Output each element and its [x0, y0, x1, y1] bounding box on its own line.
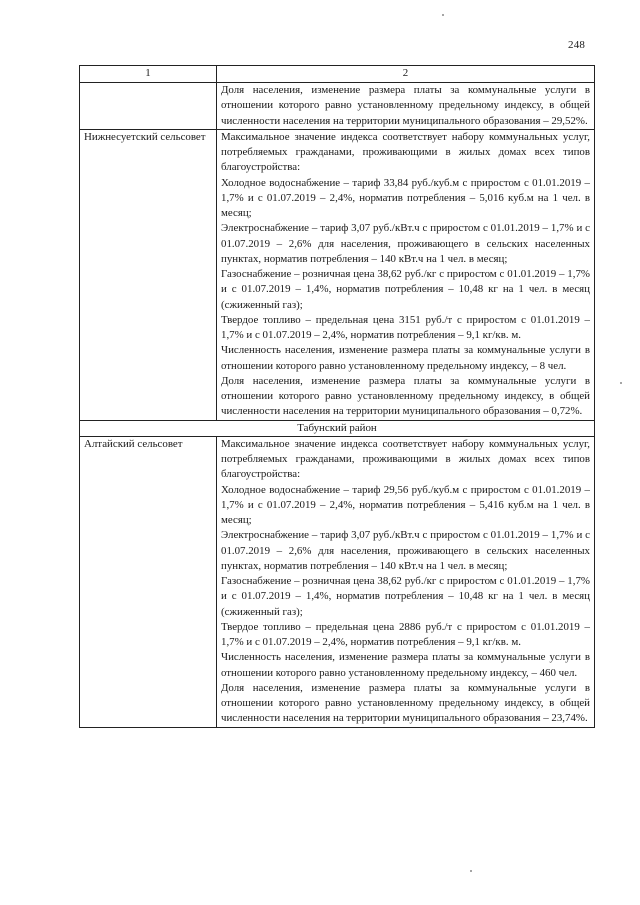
population-count-paragraph: Численность населения, изменение размера платы за коммунальные услуги в отношении которого равно установленному предельному индексу, – 8 чел. [221, 344, 590, 372]
municipality-name: Нижнесуетский сельсовет [84, 130, 206, 143]
share-paragraph: Доля населения, изменение размера платы за коммунальные услуги в отношении которого равно установленному предельному индексу, в общей численности населения на территории муниципального образования – 23,74%. [221, 681, 590, 725]
index-paragraph: Максимальное значение индекса соответствует набору коммунальных услуг, потребляемых гражданами, проживающими в жилых домах всех типов благоустройства: [221, 437, 590, 481]
municipality-name-cell [80, 436, 217, 727]
solid-fuel-paragraph: Твердое топливо – предельная цена 2886 руб./т с приростом с 01.01.2019 – 1,7% и с 01.07.2019 – 2,4%, норматив потребления – 9,1 кг/кв. м. [221, 620, 590, 648]
description-cell [217, 129, 595, 420]
gas-supply-paragraph: Газоснабжение – розничная цена 38,62 руб./кг с приростом с 01.01.2019 – 1,7% и с 01.07.2019 – 1,4%, норматив потребления – 10,48 кг на 1 чел. в месяц (сжиженный газ); [221, 268, 590, 311]
municipality-name: Алтайский сельсовет [84, 437, 183, 450]
table-header-row [80, 66, 595, 83]
index-paragraph: Максимальное значение индекса соответствует набору коммунальных услуг, потребляемых гражданами, проживающими в жилых домах всех типов благоустройства: [221, 130, 590, 174]
scan-speck [470, 870, 472, 872]
gas-supply-paragraph: Газоснабжение – розничная цена 38,62 руб./кг с приростом с 01.01.2019 – 1,7% и с 01.07.2019 – 1,4%, норматив потребления – 10,48 кг на 1 чел. в месяц (сжиженный газ); [221, 575, 590, 618]
district-heading-row [80, 420, 595, 436]
share-paragraph: Доля населения, изменение размера платы за коммунальные услуги в отношении которого равно установленному предельному индексу, в общей численности населения на территории муниципального образования – 29,52%. [221, 84, 590, 127]
description-cell [217, 83, 595, 130]
share-paragraph: Доля населения, изменение размера платы за коммунальные услуги в отношении которого равно установленному предельному индексу, в общей численности населения на территории муниципального образования – 0,72%. [221, 374, 590, 418]
district-heading: Табунский район [80, 420, 595, 436]
solid-fuel-paragraph: Твердое топливо – предельная цена 3151 руб./т с приростом с 01.01.2019 – 1,7% и с 01.07.2019 – 2,4%, норматив потребления – 9,1 кг/кв. м. [221, 313, 590, 341]
scan-speck [620, 382, 622, 384]
column-2-header: 2 [217, 66, 595, 83]
municipality-name-cell [80, 83, 217, 130]
tariff-table [79, 65, 595, 728]
table-row [80, 129, 595, 420]
electricity-paragraph: Электроснабжение – тариф 3,07 руб./кВт.ч с приростом с 01.01.2019 – 1,7% и с 01.07.2019 – 2,6% для населения, проживающего в сельских населенных пунктах, норматив потребления – 140 кВт.ч на 1 чел. в месяц; [221, 222, 590, 265]
municipality-name-cell [80, 129, 217, 420]
description-cell [217, 436, 595, 727]
column-1-header: 1 [80, 66, 217, 83]
population-count-paragraph: Численность населения, изменение размера платы за коммунальные услуги в отношении которого равно установленному предельному индексу, – 460 чел. [221, 651, 590, 679]
scan-speck [442, 14, 444, 16]
page-number: 248 [568, 39, 586, 51]
water-supply-paragraph: Холодное водоснабжение – тариф 33,84 руб./куб.м с приростом с 01.01.2019 – 1,7% и с 01.07.2019 – 2,4%, норматив потребления – 5,016 куб.м на 1 чел. в месяц; [221, 176, 590, 219]
table-row [80, 83, 595, 130]
table-row [80, 436, 595, 727]
water-supply-paragraph: Холодное водоснабжение – тариф 29,56 руб./куб.м с приростом с 01.01.2019 – 1,7% и с 01.07.2019 – 2,4%, норматив потребления – 5,416 куб.м на 1 чел. в месяц; [221, 483, 590, 526]
electricity-paragraph: Электроснабжение – тариф 3,07 руб./кВт.ч с приростом с 01.01.2019 – 1,7% и с 01.07.2019 – 2,6% для населения, проживающего в сельских населенных пунктах, норматив потребления – 140 кВт.ч на 1 чел. в месяц; [221, 529, 590, 572]
